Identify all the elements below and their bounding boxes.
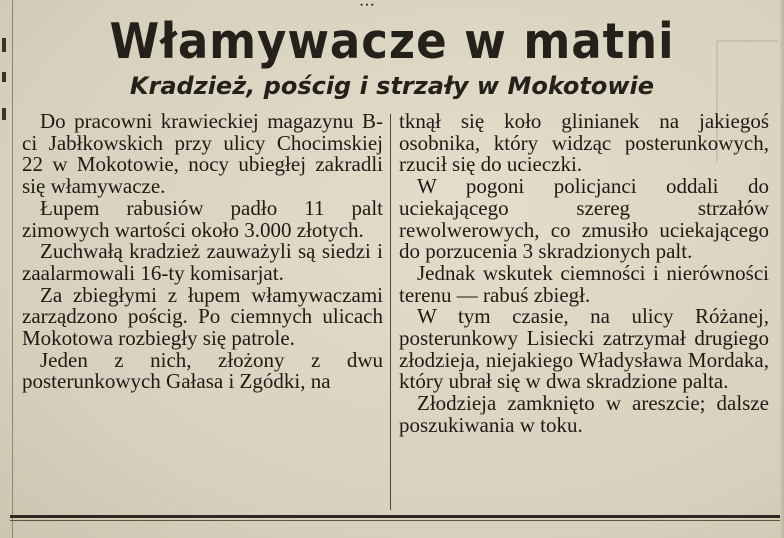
article-paragraph: W tym czasie, na ulicy Różanej, posterunkowy Lisiecki zatrzymał drugiego złodzieja, niejakiego Władysława Mordaka, który ubrał się w dwa skradzione palta. xyxy=(399,304,769,394)
article-paragraph: Jeden z nich, złożony z dwu posterunkowych Gałasa i Zgódki, na xyxy=(22,347,383,394)
article-paragraph: W pogoni policjanci oddali do uciekającego szereg strzałów rewolwerowych, co zmusiło uciekającego do porzucenia 3 skradzionych palt. xyxy=(399,174,769,264)
margin-mark xyxy=(2,38,6,52)
article-paragraph: Za zbiegłymi z łupem włamywaczami zarządzono pościg. Po ciemnych ulicach Mokotowa rozbiegły się patrole. xyxy=(22,282,383,351)
article-column-left xyxy=(22,111,383,393)
margin-mark xyxy=(2,108,6,120)
article-end-rule-thin xyxy=(10,520,782,521)
article-subheadline: Kradzież, pościg i strzały w Mokotowie xyxy=(129,72,655,100)
article-paragraph: Jednak wskutek ciemności i nierówności terenu — rabuś zbiegł. xyxy=(399,260,769,307)
article-column-right xyxy=(399,111,769,437)
article-paragraph: Do pracowni krawieckiej magazynu B-ci Jabłkowskich przy ulicy Chocimskiej 22 w Mokotowie, nocy ubiegłej zakradli się włamywacze. xyxy=(22,109,383,199)
article-paragraph: Złodzieja zamknięto w areszcie; dalsze poszukiwania w toku. xyxy=(399,391,769,437)
top-ornament: • • • xyxy=(360,0,374,10)
article-end-rule xyxy=(10,515,782,518)
column-divider xyxy=(390,114,391,510)
article-paragraph: Łupem rabusiów padło 11 palt zimowych wartości około 3.000 złotych. xyxy=(22,195,383,242)
article-headline: Włamywacze w matni xyxy=(109,13,675,70)
page-edge-shadow xyxy=(780,0,784,538)
article-paragraph: tknął się koło glinianek na jakiegoś osobnika, który widząc posterunkowych, rzucił się do ucieczki. xyxy=(399,109,769,177)
article-paragraph: Zuchwałą kradzież zauważyli są siedzi i zaalarmowali 16-ty komisarjat. xyxy=(22,239,383,285)
